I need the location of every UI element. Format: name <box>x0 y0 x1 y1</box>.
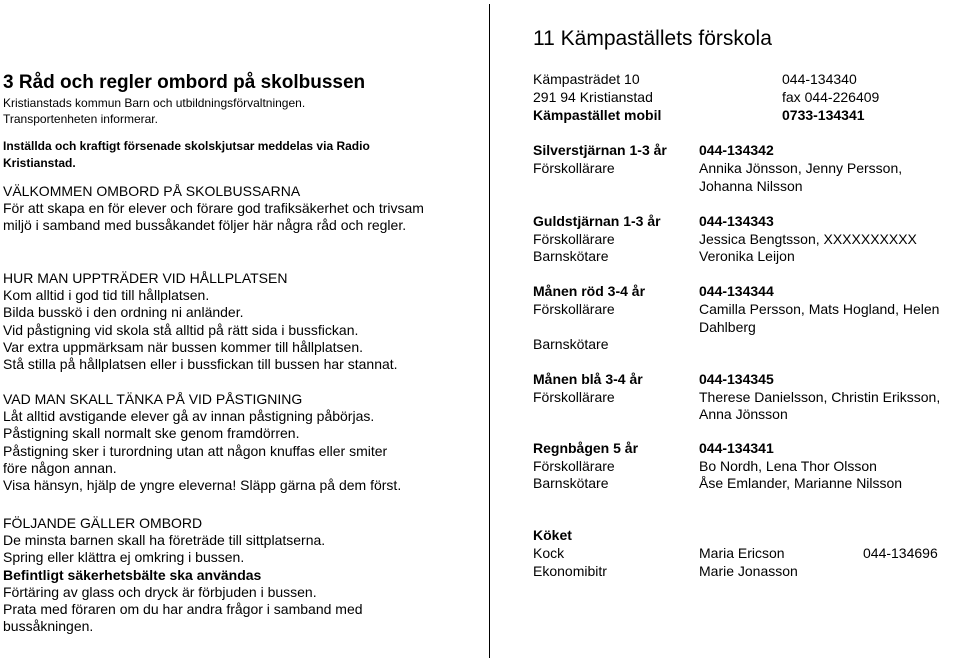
subline-transport: Transportenheten informerar. <box>3 112 158 126</box>
staff-names: Johanna Nilsson <box>699 178 803 194</box>
postal-row <box>533 89 960 107</box>
boarding-section <box>3 391 473 494</box>
subline-municipality: Kristianstads kommun Barn och utbildningsförvaltningen. <box>3 96 306 110</box>
staff-row <box>533 301 960 319</box>
kitchen-name: Maria Ericson <box>699 545 785 561</box>
staff-role: Förskollärare <box>533 231 615 247</box>
staff-row <box>533 336 960 354</box>
group-header <box>533 142 960 160</box>
onboard-line: Prata med föraren om du har andra frågor i samband med bussåkningen. <box>3 601 363 635</box>
address-row <box>533 71 960 89</box>
fax-number: fax 044-226409 <box>782 89 880 105</box>
boarding-heading: VAD MAN SKALL TÄNKA PÅ VID PÅSTIGNING <box>3 391 303 407</box>
stop-line: Kom alltid i god tid till hållplatsen. <box>3 287 210 304</box>
kitchen-name: Marie Jonasson <box>699 563 798 579</box>
mobile-number: 0733-134341 <box>782 107 865 123</box>
kitchen-phone: 044-134696 <box>863 545 938 561</box>
stop-section <box>3 270 473 373</box>
postal-address: 291 94 Kristianstad <box>533 89 653 105</box>
kitchen-heading-text: Köket <box>533 527 572 543</box>
welcome-heading: VÄLKOMMEN OMBORD PÅ SKOLBUSSARNA <box>3 183 301 199</box>
onboard-heading: FÖLJANDE GÄLLER OMBORD <box>3 515 203 531</box>
stop-line: Stå stilla på hållplatsen eller i bussfickan till bussen har stannat. <box>3 356 398 373</box>
group-phone: 044-134341 <box>699 440 774 456</box>
boarding-line: Påstigning skall normalt ske genom framdörren. <box>3 425 300 442</box>
kitchen-row <box>533 563 960 581</box>
staff-role: Barnskötare <box>533 248 609 264</box>
staff-row <box>533 389 960 407</box>
staff-names: Annika Jönsson, Jenny Persson, <box>699 160 903 176</box>
onboard-line: De minsta barnen skall ha företräde till sittplatserna. <box>3 532 326 549</box>
staff-role: Förskollärare <box>533 458 615 474</box>
boarding-line: Låt alltid avstigande elever gå av innan påstigning påbörjas. <box>3 408 375 425</box>
mobile-label: Kämpastället mobil <box>533 107 662 123</box>
cancellation-notice: Inställda och kraftigt försenade skolskjutsar meddelas via Radio Kristianstad. <box>3 139 370 170</box>
stop-heading: HUR MAN UPPTRÄDER VID HÅLLPLATSEN <box>3 270 288 286</box>
welcome-section <box>3 183 473 235</box>
group-header <box>533 440 960 458</box>
seatbelt-rule: Befintligt säkerhetsbälte ska användas <box>3 566 262 583</box>
staff-row <box>533 160 960 178</box>
staff-row <box>533 178 960 196</box>
staff-names: Veronika Leijon <box>699 248 795 264</box>
stop-line: Bilda busskö i den ordning ni anländer. <box>3 304 244 321</box>
staff-role: Förskollärare <box>533 160 615 176</box>
staff-role: Barnskötare <box>533 336 609 352</box>
staff-row <box>533 319 960 337</box>
group-phone: 044-134345 <box>699 371 774 387</box>
staff-names: Åse Emlander, Marianne Nilsson <box>699 475 903 491</box>
group-name: Regnbågen 5 år <box>533 440 639 456</box>
staff-row <box>533 248 960 266</box>
street-address: Kämpasträdet 10 <box>533 71 640 87</box>
onboard-line: Spring eller klättra ej omkring i bussen. <box>3 549 245 566</box>
staff-names: Therese Danielsson, Christin Eriksson, <box>699 389 941 405</box>
staff-names: Dahlberg <box>699 319 756 335</box>
group-header <box>533 371 960 389</box>
stop-line: Var extra uppmärksam när bussen kommer till hållplatsen. <box>3 338 364 355</box>
staff-row <box>533 458 960 476</box>
welcome-text: För att skapa en för elever och förare god trafiksäkerhet och trivsam miljö i samband med bussåkandet följer här några råd och regler. <box>3 200 424 234</box>
stop-line: Vid påstigning vid skola stå alltid på rätt sida i bussfickan. <box>3 321 359 338</box>
mobile-row <box>533 107 960 125</box>
staff-role: Förskollärare <box>533 301 615 317</box>
group-header <box>533 283 960 301</box>
bus-rules-heading: 3 Råd och regler ombord på skolbussen <box>3 72 366 93</box>
group-name: Silverstjärnan 1-3 år <box>533 142 667 158</box>
staff-role: Förskollärare <box>533 389 615 405</box>
boarding-line: Påstigning sker i turordning utan att någon knuffas eller smiter före någon annan. <box>3 442 388 476</box>
group-name: Månen blå 3-4 år <box>533 371 643 387</box>
group-phone: 044-134343 <box>699 213 774 229</box>
staff-row <box>533 406 960 424</box>
staff-names: Bo Nordh, Lena Thor Olsson <box>699 458 877 474</box>
staff-role: Barnskötare <box>533 475 609 491</box>
group-phone: 044-134344 <box>699 283 774 299</box>
kitchen-role: Ekonomibitr <box>533 563 607 579</box>
main-phone: 044-134340 <box>782 71 857 87</box>
group-name: Månen röd 3-4 år <box>533 283 646 299</box>
group-header <box>533 213 960 231</box>
boarding-line: Visa hänsyn, hjälp de yngre eleverna! Släpp gärna på dem först. <box>3 477 402 494</box>
kitchen-role: Kock <box>533 545 565 561</box>
staff-names: Anna Jönsson <box>699 406 788 422</box>
staff-names: Camilla Persson, Mats Hogland, Helen <box>699 301 940 317</box>
onboard-section <box>3 515 473 635</box>
staff-names: Jessica Bengtsson, XXXXXXXXXX <box>699 231 917 247</box>
group-phone: 044-134342 <box>699 142 774 158</box>
kitchen-heading <box>533 527 960 545</box>
staff-row <box>533 231 960 249</box>
preschool-title: 11 Kämpaställets förskola <box>533 27 772 50</box>
onboard-line: Förtäring av glass och dryck är förbjuden i bussen. <box>3 583 317 600</box>
kitchen-row <box>533 545 960 563</box>
group-name: Guldstjärnan 1-3 år <box>533 213 661 229</box>
column-divider <box>489 4 490 658</box>
staff-row <box>533 475 960 493</box>
